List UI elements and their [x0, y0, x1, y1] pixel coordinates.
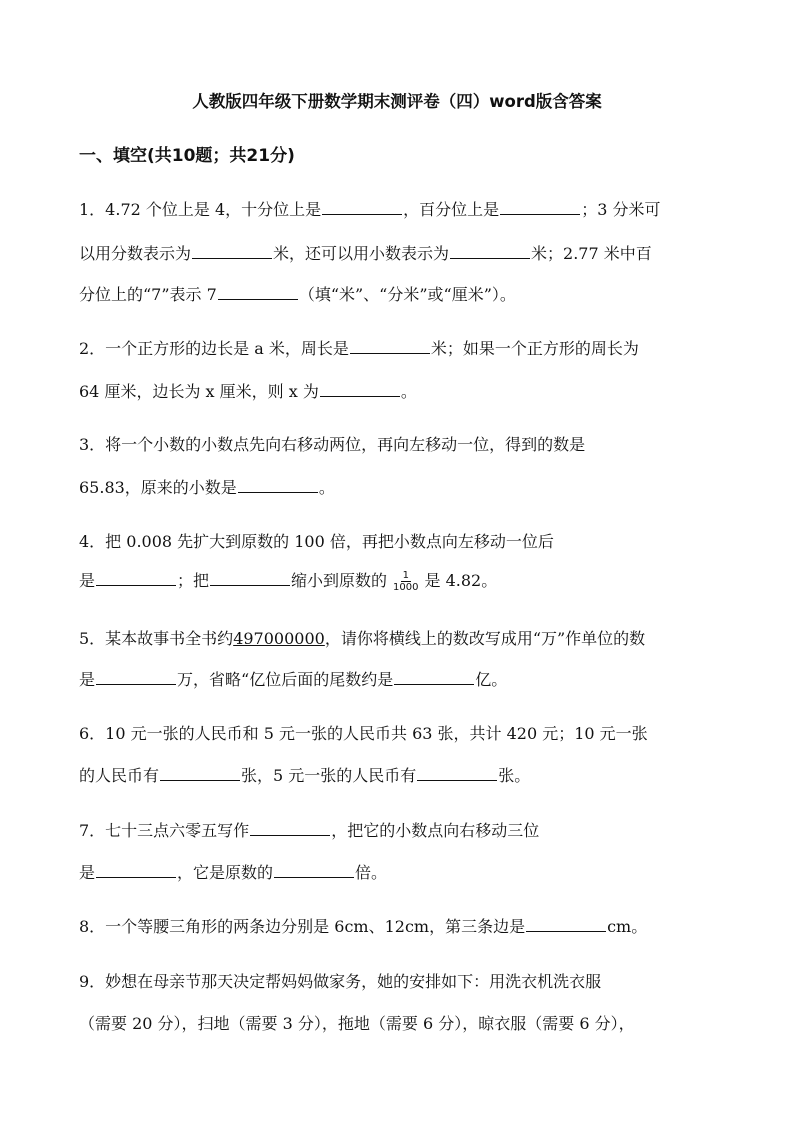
answer-blank[interactable] [96, 860, 176, 878]
question-text: 1．4.72 个位上是 4，十分位上是 [79, 200, 322, 219]
question-5-line-2 [79, 667, 507, 690]
question-1-line-3 [79, 282, 516, 305]
question-text: 64 厘米，边长为 x 厘米，则 x 为 [79, 382, 319, 401]
question-text: 是 [79, 670, 96, 689]
question-text: 是 4.82。 [424, 571, 498, 590]
question-text: 65.83，原来的小数是 [79, 478, 237, 497]
answer-blank[interactable] [218, 282, 298, 300]
question-text: ，把它的小数点向右移动三位 [331, 821, 540, 840]
answer-blank[interactable] [192, 241, 272, 259]
answer-blank[interactable] [96, 667, 176, 685]
question-text: 7．七十三点六零五写作 [79, 821, 250, 840]
question-2-line-2 [79, 379, 417, 402]
question-text: ；把 [177, 571, 210, 590]
question-1-line-1 [79, 197, 660, 220]
question-2-line-1 [79, 336, 639, 359]
question-text: 是 [79, 571, 96, 590]
question-text: ，百分位上是 [403, 200, 500, 219]
question-5-line-1 [79, 626, 645, 649]
question-text: 张，5 元一张的人民币有 [241, 766, 417, 785]
answer-blank[interactable] [160, 763, 240, 781]
question-text: 2．一个正方形的边长是 a 米，周长是 [79, 339, 349, 358]
answer-blank[interactable] [394, 667, 474, 685]
question-8-line-1 [79, 914, 647, 937]
question-text: 8．一个等腰三角形的两条边分别是 6cm、12cm，第三条边是 [79, 917, 526, 936]
fraction-denominator: 1000 [393, 582, 419, 593]
question-text: 。 [400, 382, 417, 401]
answer-blank[interactable] [238, 475, 318, 493]
question-text: 4．把 0.008 先扩大到原数的 100 倍，再把小数点向左移动一位后 [79, 532, 554, 551]
question-text: 9．妙想在母亲节那天决定帮妈妈做家务，她的安排如下：用洗衣机洗衣服 [79, 972, 602, 991]
question-text: 倍。 [355, 863, 388, 882]
question-9-line-2 [79, 1011, 635, 1034]
answer-blank[interactable] [350, 336, 430, 354]
question-3-line-2 [79, 475, 335, 498]
question-9-line-1 [79, 969, 601, 992]
question-6-line-2 [79, 763, 530, 786]
answer-blank[interactable] [450, 241, 530, 259]
question-text: 3．将一个小数的小数点先向右移动两位，再向左移动一位，得到的数是 [79, 435, 586, 454]
question-text: 5．某本故事书全书约 [79, 629, 234, 648]
question-text: 的人民币有 [79, 766, 160, 785]
underlined-number: 497000000 [233, 629, 325, 648]
question-text: 张。 [498, 766, 531, 785]
question-text: 万，省略“亿位后面的尾数约是 [177, 670, 394, 689]
question-4-line-1 [79, 529, 554, 552]
question-text: 是 [79, 863, 96, 882]
answer-blank[interactable] [210, 568, 290, 586]
question-text: cm。 [607, 917, 648, 936]
section-heading: 一、填空(共10题；共21分) [79, 146, 295, 166]
document-title: 人教版四年级下册数学期末测评卷（四）word版含答案 [192, 92, 602, 111]
answer-blank[interactable] [500, 197, 580, 215]
answer-blank[interactable] [320, 379, 400, 397]
question-text: 米；2.77 米中百 [531, 244, 652, 263]
fraction-numerator: 1 [402, 570, 409, 581]
question-4-line-2 [79, 568, 497, 593]
answer-blank[interactable] [322, 197, 402, 215]
answer-blank[interactable] [250, 818, 330, 836]
answer-blank[interactable] [526, 914, 606, 932]
question-3-line-1 [79, 432, 585, 455]
question-text: 米；如果一个正方形的周长为 [430, 339, 639, 358]
question-text: （填“米”、“分米”或“厘米”）。 [298, 285, 516, 304]
question-text: 。 [318, 478, 335, 497]
question-text: 6．10 元一张的人民币和 5 元一张的人民币共 63 张，共计 420 元；10 元一张 [79, 724, 648, 743]
question-7-line-1 [79, 818, 539, 841]
question-1-line-2 [79, 241, 652, 264]
question-text: 缩小到原数的 [291, 571, 388, 590]
answer-blank[interactable] [274, 860, 354, 878]
question-text: 亿。 [475, 670, 508, 689]
fraction [393, 570, 418, 593]
answer-blank[interactable] [96, 568, 176, 586]
question-text: ；3 分米可 [581, 200, 661, 219]
answer-blank[interactable] [417, 763, 497, 781]
question-text: （需要 20 分），扫地（需要 3 分），拖地（需要 6 分），晾衣服（需要 6 分）， [79, 1014, 635, 1033]
question-text: ，请你将横线上的数改写成用“万”作单位的数 [324, 629, 646, 648]
question-text: 以用分数表示为 [79, 244, 192, 263]
question-6-line-1 [79, 721, 648, 744]
question-7-line-2 [79, 860, 387, 883]
question-text: 米，还可以用小数表示为 [273, 244, 450, 263]
question-text: 分位上的“7”表示 7 [79, 285, 217, 304]
question-text: ，它是原数的 [177, 863, 274, 882]
